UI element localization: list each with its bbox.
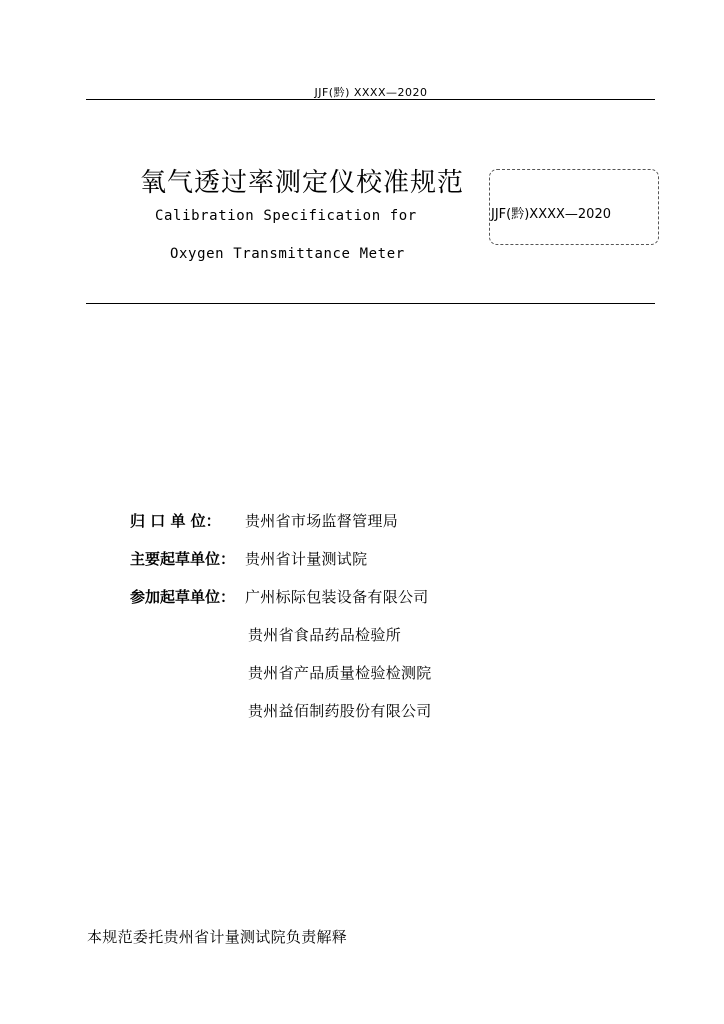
org-row-main-drafter <box>130 548 367 569</box>
title-chinese: 氧气透过率测定仪校准规范 <box>140 168 465 198</box>
participant-item: 贵州省食品药品检验所 <box>248 626 402 644</box>
participant-item: 贵州省产品质量检验检测院 <box>248 664 432 682</box>
participant-item: 贵州益佰制药股份有限公司 <box>248 702 432 720</box>
org-row-responsible <box>130 510 398 531</box>
title-rule <box>86 303 655 304</box>
footer-note: 本规范委托贵州省计量测试院负责解释 <box>87 928 348 946</box>
responsible-value: 贵州省市场监督管理局 <box>245 512 399 530</box>
responsible-label: 归 口 单 位： <box>130 512 221 530</box>
code-box-text: JJF(黔)XXXX—2020 <box>491 207 611 222</box>
org-row-participants <box>130 586 429 607</box>
title-english-line2: Oxygen Transmittance Meter <box>170 246 405 262</box>
participants-label: 参加起草单位： <box>130 588 236 606</box>
main-drafter-label: 主要起草单位： <box>130 550 236 568</box>
main-drafter-value: 贵州省计量测试院 <box>245 550 368 568</box>
header-rule <box>86 99 655 100</box>
header-code: JJF(黔) XXXX—2020 <box>314 86 428 99</box>
title-english-line1: Calibration Specification for <box>155 208 417 224</box>
participant-item: 广州标际包装设备有限公司 <box>245 588 429 606</box>
